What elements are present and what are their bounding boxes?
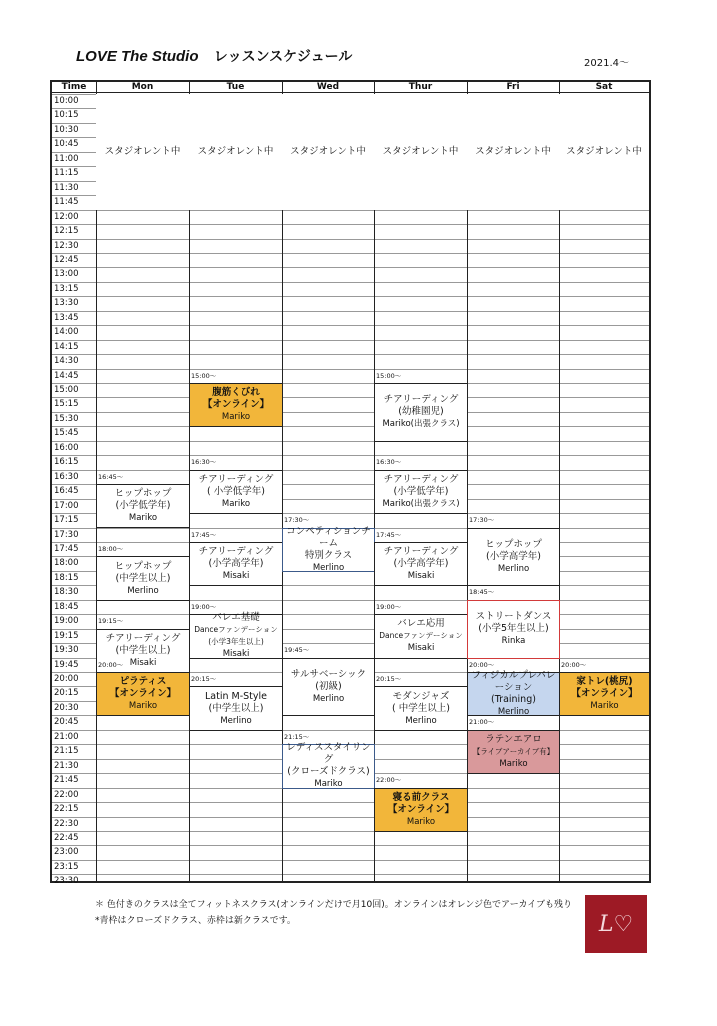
time-label: 14:30 bbox=[54, 356, 79, 367]
class-title: ラテンエアロ bbox=[485, 733, 542, 745]
class-title: モダンジャズ bbox=[392, 690, 450, 702]
time-label: 10:30 bbox=[54, 124, 79, 135]
class-block bbox=[282, 525, 375, 573]
time-label: 17:30 bbox=[54, 529, 79, 540]
class-title: ヒップホップ bbox=[114, 560, 172, 572]
time-label: 11:30 bbox=[54, 182, 79, 193]
class-title: チアリーディング bbox=[383, 546, 459, 558]
class-block bbox=[189, 614, 283, 658]
class-instructor: Merlino bbox=[497, 707, 530, 718]
studio-rent-label: スタジオレント中 bbox=[382, 145, 459, 157]
brand-name: LOVE The Studio bbox=[76, 48, 199, 65]
class-instructor: Mariko(出張クラス) bbox=[382, 419, 460, 430]
time-label: 16:00 bbox=[54, 442, 79, 453]
class-block bbox=[96, 672, 190, 716]
class-sub: ( 中学生以上) bbox=[392, 702, 450, 714]
class-block bbox=[467, 672, 560, 716]
class-sub: (中学生以上) bbox=[115, 572, 171, 584]
class-block bbox=[374, 542, 468, 586]
time-label: 21:45 bbox=[54, 775, 79, 786]
time-label: 21:30 bbox=[54, 760, 79, 771]
class-title: バレエ基礎 bbox=[212, 612, 260, 624]
time-label: 13:15 bbox=[54, 283, 79, 294]
time-label: 13:30 bbox=[54, 298, 79, 309]
time-label: 12:00 bbox=[54, 211, 79, 222]
class-sub: (Training) bbox=[491, 694, 536, 706]
day-header-wed: Wed bbox=[316, 82, 340, 92]
class-instructor: Mariko bbox=[128, 701, 158, 712]
studio-rent-block bbox=[96, 94, 189, 210]
day-header-mon: Mon bbox=[131, 82, 154, 92]
time-label: 21:00 bbox=[54, 731, 79, 742]
class-title: チアリーディング bbox=[383, 394, 459, 406]
class-instructor: Merlino bbox=[312, 562, 345, 573]
class-sub: (小学高学年) bbox=[208, 558, 264, 570]
class-block bbox=[96, 556, 190, 600]
class-sub: (初級) bbox=[315, 680, 342, 692]
start-time-label: 17:45～ bbox=[376, 530, 402, 539]
class-sub: Danceファンデーション bbox=[194, 625, 278, 635]
class-sub: ( 小学低学年) bbox=[207, 485, 265, 497]
start-time-label: 16:30～ bbox=[376, 458, 402, 467]
class-instructor: Mariko bbox=[590, 701, 619, 712]
class-instructor: Mariko bbox=[128, 513, 158, 524]
class-sub: (幼稚園児) bbox=[398, 406, 444, 418]
time-label: 10:15 bbox=[54, 110, 79, 121]
class-title: チアリーディング bbox=[383, 473, 459, 485]
class-block bbox=[96, 484, 190, 528]
time-label: 15:15 bbox=[54, 399, 79, 410]
class-sub: (小学高学年) bbox=[393, 558, 449, 570]
class-sub: (小学低学年) bbox=[115, 500, 171, 512]
class-instructor: Mariko bbox=[221, 498, 251, 509]
class-sub: 【オンライン】 bbox=[571, 688, 638, 700]
class-block bbox=[189, 686, 283, 730]
start-time-label: 16:45～ bbox=[98, 472, 124, 481]
day-header-fri: Fri bbox=[506, 82, 520, 92]
time-label: 22:15 bbox=[54, 804, 79, 815]
time-label: 22:30 bbox=[54, 818, 79, 829]
studio-rent-block bbox=[467, 94, 559, 210]
class-sub: (中学生以上) bbox=[115, 644, 171, 656]
class-block bbox=[282, 744, 375, 788]
class-sub: (クローズドクラス) bbox=[287, 766, 370, 778]
class-block bbox=[189, 383, 283, 427]
footnote-frame: *青枠はクローズドクラス、赤枠は新クラスです。 bbox=[95, 916, 296, 926]
footnotes bbox=[95, 897, 572, 929]
time-label: 13:45 bbox=[54, 312, 79, 323]
class-sub: 【ライブアーカイブ有】 bbox=[472, 746, 555, 756]
start-time-label: 22:00～ bbox=[376, 776, 402, 785]
class-block bbox=[189, 542, 283, 586]
page-title bbox=[76, 46, 352, 66]
class-block bbox=[374, 788, 468, 832]
class-title: 腹筋くびれ bbox=[212, 387, 260, 399]
time-label: 12:15 bbox=[54, 226, 79, 237]
studio-rent-block bbox=[374, 94, 467, 210]
time-label: 17:00 bbox=[54, 500, 79, 511]
time-label: 19:15 bbox=[54, 630, 79, 641]
time-label: 12:30 bbox=[54, 240, 79, 251]
class-sub2: (小学3年生以上) bbox=[208, 637, 264, 647]
class-title: 家トレ(桃尻) bbox=[576, 676, 633, 688]
time-label: 16:30 bbox=[54, 471, 79, 482]
time-label: 14:45 bbox=[54, 370, 79, 381]
class-sub: (中学生以上) bbox=[208, 702, 264, 714]
schedule-title: レッスンスケジュール bbox=[213, 49, 353, 65]
class-instructor: Misaki bbox=[407, 571, 435, 582]
class-block bbox=[467, 528, 560, 587]
class-instructor: Misaki bbox=[222, 649, 250, 660]
class-sub: (小学高学年) bbox=[486, 550, 541, 562]
start-time-label: 15:00～ bbox=[191, 371, 217, 380]
time-label: 15:45 bbox=[54, 428, 79, 439]
class-title: チアリーディング bbox=[105, 632, 181, 644]
class-instructor: Mariko bbox=[314, 779, 343, 790]
class-title: ヒップホップ bbox=[114, 488, 172, 500]
class-block bbox=[374, 686, 468, 730]
time-label: 13:00 bbox=[54, 269, 79, 280]
studio-rent-block bbox=[282, 94, 374, 210]
class-instructor: Misaki bbox=[407, 643, 435, 654]
studio-rent-label: スタジオレント中 bbox=[475, 145, 551, 157]
class-sub: (小学低学年) bbox=[393, 485, 449, 497]
time-label: 23:30 bbox=[54, 876, 79, 887]
time-label: 22:45 bbox=[54, 832, 79, 843]
start-time-label: 17:30～ bbox=[469, 516, 495, 525]
class-sub: (小学5年生以上) bbox=[478, 623, 549, 635]
studio-rent-label: スタジオレント中 bbox=[197, 145, 274, 157]
class-instructor: Merlino bbox=[312, 693, 345, 704]
class-instructor: Mariko bbox=[221, 412, 251, 423]
class-title: フィジカルプレパレーション bbox=[471, 670, 556, 694]
studio-rent-block bbox=[559, 94, 649, 210]
class-sub: 【オンライン】 bbox=[202, 399, 270, 411]
class-sub: Danceファンデーション bbox=[379, 631, 463, 641]
time-label: 11:15 bbox=[54, 168, 79, 179]
schedule-table bbox=[50, 80, 651, 887]
class-sub: 【オンライン】 bbox=[387, 803, 455, 815]
start-time-label: 17:45～ bbox=[191, 530, 217, 539]
class-block bbox=[374, 383, 468, 442]
class-block bbox=[374, 470, 468, 514]
class-block bbox=[467, 730, 560, 774]
time-label: 14:00 bbox=[54, 327, 79, 338]
time-label: 15:00 bbox=[54, 385, 79, 395]
start-time-label: 17:30～ bbox=[284, 516, 310, 525]
start-time-label: 15:00～ bbox=[376, 371, 402, 380]
time-label: 14:15 bbox=[54, 341, 79, 352]
time-label: 20:30 bbox=[54, 702, 79, 713]
start-time-label: 20:15～ bbox=[376, 675, 402, 683]
studio-rent-block bbox=[189, 94, 282, 210]
time-label: 15:30 bbox=[54, 413, 79, 424]
effective-date: 2021.4～ bbox=[584, 58, 629, 69]
day-header-tue: Tue bbox=[226, 82, 245, 92]
time-label: 17:45 bbox=[54, 543, 79, 554]
class-instructor: Merlino bbox=[405, 715, 437, 726]
footnote-color: ＊ 色付きのクラスは全てフィットネスクラス(オンラインだけで月10回)。オンラインはオレンジ色でアーカイブも残り bbox=[95, 900, 573, 910]
start-time-label: 20:00～ bbox=[561, 660, 587, 669]
time-label: 20:45 bbox=[54, 717, 79, 728]
start-time-label: 19:15～ bbox=[98, 617, 124, 626]
class-block bbox=[189, 470, 283, 514]
class-title: チアリーディング bbox=[198, 546, 274, 558]
class-block bbox=[559, 672, 650, 716]
time-label: 10:00 bbox=[54, 96, 79, 106]
class-title: ストリートダンス bbox=[475, 611, 552, 623]
class-block bbox=[374, 614, 468, 658]
time-label: 23:15 bbox=[54, 861, 79, 872]
time-label: 20:15 bbox=[54, 688, 79, 699]
time-label: 18:45 bbox=[54, 601, 79, 612]
class-title: サルサベーシック bbox=[290, 668, 367, 680]
time-label: 16:45 bbox=[54, 486, 79, 497]
time-label: 19:30 bbox=[54, 645, 79, 656]
time-label: 11:00 bbox=[54, 153, 79, 164]
class-title: Latin M-Style bbox=[204, 690, 267, 702]
class-instructor: Merlino bbox=[497, 563, 530, 574]
start-time-label: 19:45～ bbox=[284, 646, 310, 655]
logo-mark-icon: L♡ bbox=[598, 911, 634, 937]
time-label: 19:00 bbox=[54, 616, 79, 627]
start-time-label: 18:45～ bbox=[469, 588, 495, 597]
studio-rent-label: スタジオレント中 bbox=[104, 145, 181, 157]
time-label: 12:45 bbox=[54, 254, 79, 265]
time-label: 21:15 bbox=[54, 746, 79, 757]
class-instructor: Merlino bbox=[220, 715, 252, 726]
time-header: Time bbox=[61, 82, 87, 92]
start-time-label: 19:00～ bbox=[191, 602, 217, 611]
class-title: 寝る前クラス bbox=[392, 791, 450, 803]
time-label: 19:45 bbox=[54, 659, 79, 670]
class-title: バレエ応用 bbox=[397, 618, 445, 630]
class-instructor: Mariko(出張クラス) bbox=[382, 498, 460, 509]
start-time-label: 19:00～ bbox=[376, 602, 402, 611]
class-block bbox=[467, 600, 560, 659]
time-label: 18:15 bbox=[54, 572, 79, 583]
time-label: 20:00 bbox=[54, 674, 79, 684]
time-label: 18:00 bbox=[54, 558, 79, 569]
class-block bbox=[282, 658, 375, 717]
start-time-label: 18:00～ bbox=[98, 544, 124, 553]
time-label: 22:00 bbox=[54, 789, 79, 800]
class-sub: 特別クラス bbox=[304, 549, 353, 561]
class-instructor: Mariko bbox=[499, 758, 528, 769]
class-title: コンペティションチーム bbox=[286, 525, 371, 549]
time-label: 11:45 bbox=[54, 197, 79, 208]
start-time-label: 20:15～ bbox=[191, 675, 217, 683]
studio-rent-label: スタジオレント中 bbox=[566, 145, 642, 157]
start-time-label: 20:00～ bbox=[469, 660, 495, 669]
class-title: ピラティス bbox=[119, 676, 167, 688]
start-time-label: 16:30～ bbox=[191, 458, 217, 467]
class-sub: 【オンライン】 bbox=[109, 688, 177, 700]
studio-logo bbox=[585, 895, 647, 953]
start-time-label: 20:00～ bbox=[98, 660, 124, 669]
class-instructor: Rinka bbox=[501, 636, 526, 647]
start-time-label: 21:15～ bbox=[284, 732, 310, 741]
day-header-sat: Sat bbox=[595, 82, 613, 92]
time-label: 18:30 bbox=[54, 587, 79, 598]
class-instructor: Misaki bbox=[129, 657, 157, 668]
time-label: 10:45 bbox=[54, 139, 79, 150]
time-label: 17:15 bbox=[54, 515, 79, 526]
time-label: 16:15 bbox=[54, 457, 79, 468]
studio-rent-label: スタジオレント中 bbox=[290, 145, 366, 157]
start-time-label: 21:00～ bbox=[469, 718, 495, 727]
class-title: ヒップホップ bbox=[485, 538, 542, 550]
class-title: レディススタイリング bbox=[286, 742, 371, 766]
time-label: 23:00 bbox=[54, 847, 79, 858]
class-instructor: Merlino bbox=[127, 585, 159, 596]
class-instructor: Mariko bbox=[406, 816, 436, 827]
day-header-thur: Thur bbox=[408, 82, 433, 92]
class-title: チアリーディング bbox=[198, 473, 274, 485]
class-instructor: Misaki bbox=[222, 571, 250, 582]
